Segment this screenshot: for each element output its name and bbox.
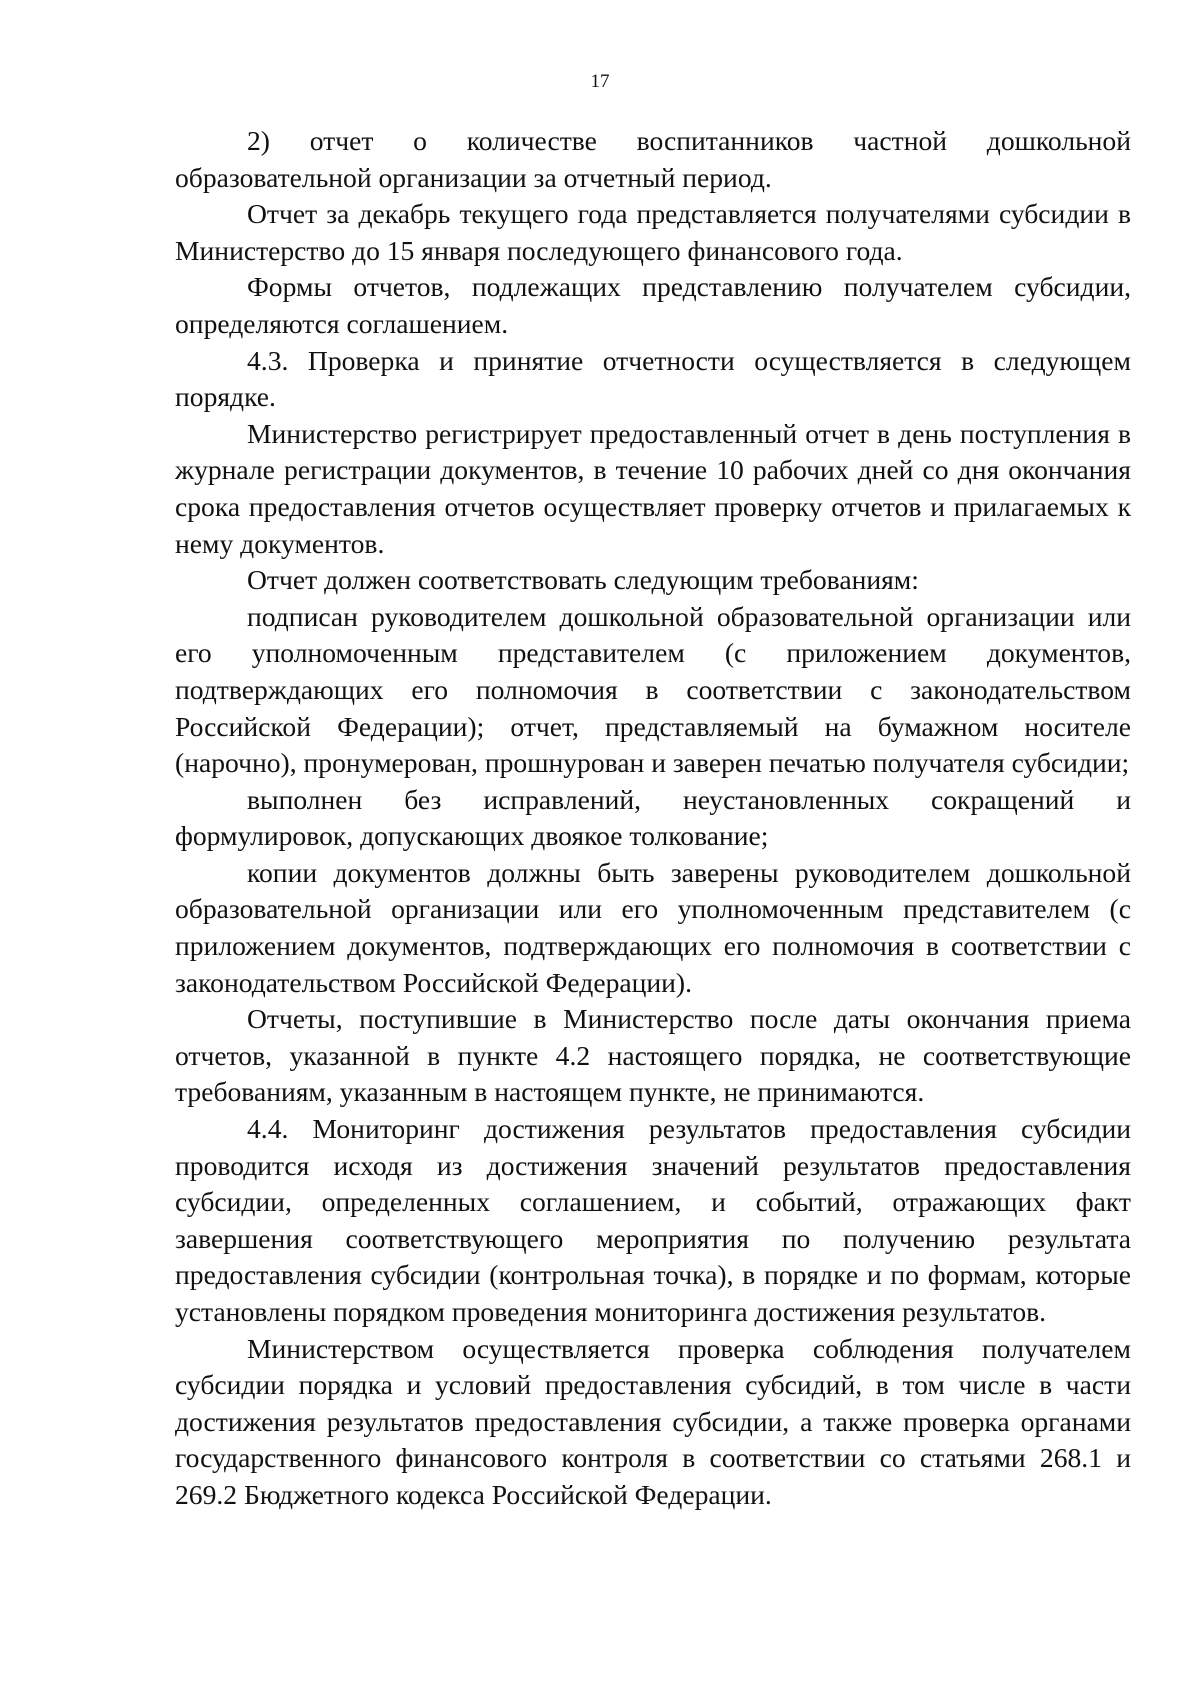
paragraph-report-forms: Формы отчетов, подлежащих представлению получателем субсидии, определяются соглашением. — [175, 271, 1131, 339]
paragraph-section-4-3: 4.3. Проверка и принятие отчетности осуществляется в следующем порядке. — [175, 344, 1131, 413]
paragraph-no-corrections: выполнен без исправлений, неустановленных сокращений и формулировок, допускающих двоякое толкование; — [175, 783, 1131, 852]
document-body — [175, 123, 1131, 1514]
paragraph-signed-by-head: подписан руководителем дошкольной образовательной организации или его уполномоченным представителем (с приложением документов, подтверждающих его полномочия в соответствии с законодательством Российской Федерации); отчет, представляемый на бумажном носителе (нарочно), пронумерован, прошнурован и заверен печатью получателя субсидии; — [175, 600, 1131, 779]
paragraph-ministry-registration: Министерство регистрирует предоставленный отчет в день поступления в журнале регистрации документов, в течение 10 рабочих дней со дня окончания срока предоставления отчетов осуществляет проверку отчетов и прилагаемых к нему документов. — [175, 417, 1131, 559]
paragraph-document-copies: копии документов должны быть заверены руководителем дошкольной образовательной организации или его уполномоченным представителем (с приложением документов, подтверждающих его полномочия в соответствии с законодательством Российской Федерации). — [175, 856, 1131, 998]
paragraph-december-report: Отчет за декабрь текущего года представляется получателями субсидии в Министерство до 15 января последующего финансового года. — [175, 198, 1131, 266]
paragraph-report-pupils: 2) отчет о количестве воспитанников частной дошкольной образовательной организации за отчетный период. — [175, 125, 1131, 193]
paragraph-late-reports: Отчеты, поступившие в Министерство после даты окончания приема отчетов, указанной в пункте 4.2 настоящего порядка, не соответствующие требованиям, указанным в настоящем пункте, не принимаются. — [175, 1003, 1131, 1108]
paragraph-section-4-4: 4.4. Мониторинг достижения результатов предоставления субсидии проводится исходя из достижения значений результатов предоставления субсидии, определенных соглашением, и событий, отражающих факт завершения соответствующего мероприятия по получению результата предоставления субсидии (контрольная точка), в порядке и по формам, которые установлены порядком проведения мониторинга достижения результатов. — [175, 1113, 1131, 1327]
paragraph-report-requirements: Отчет должен соответствовать следующим требованиям: — [247, 564, 919, 596]
paragraph-ministry-inspection: Министерством осуществляется проверка соблюдения получателем субсидии порядка и условий предоставления субсидий, в том числе в части достижения результатов предоставления субсидии, а также проверка органами государственного финансового контроля в соответствии со статьями 268.1 и 269.2 Бюджетного кодекса Российской Федерации. — [175, 1332, 1131, 1510]
page-number: 17 — [590, 71, 610, 92]
